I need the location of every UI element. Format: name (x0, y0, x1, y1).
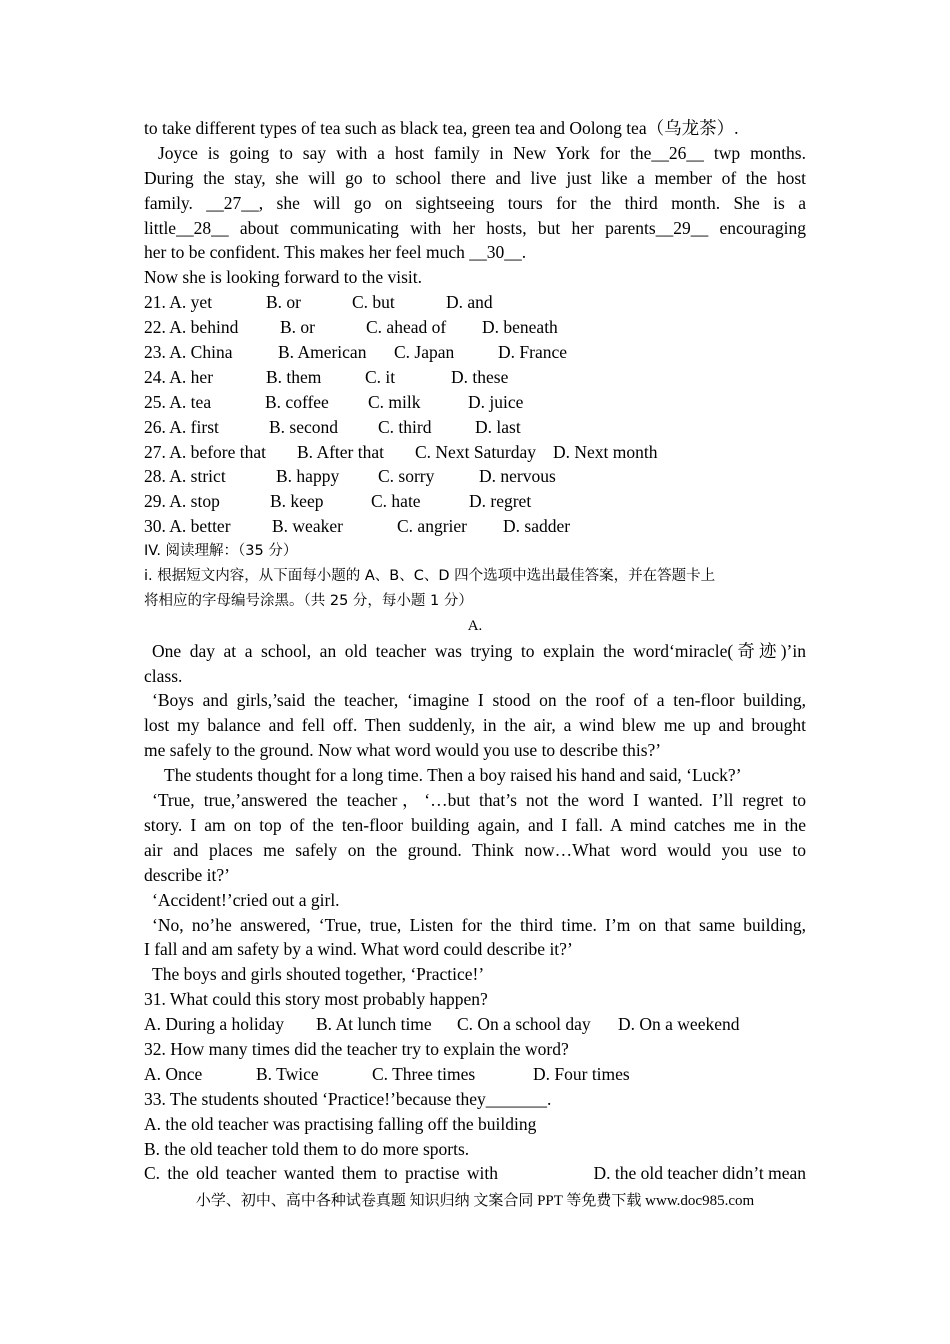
question-32-options (144, 1062, 806, 1087)
passage-label: A. (467, 617, 483, 634)
question-number: 24. (144, 366, 166, 387)
question-32: 32. How many times did the teacher try to explain the word? (144, 1038, 569, 1059)
option-c: C. the old teacher wanted them to practise with (144, 1163, 498, 1184)
cloze-question-21 (144, 290, 806, 315)
cloze-question-24 (144, 365, 806, 390)
question-number: 30. (144, 516, 166, 537)
section-instruction: 将相应的字母编号涂黑。（共 25 分，每小题 1 分） (144, 592, 473, 609)
passage-a-line: ‘Accident!’cried out a girl. (152, 889, 340, 910)
option-c: C. ahead of (366, 317, 447, 338)
passage-a-line: ‘No, no’he answered, ‘True, true, Listen for the third time. I’m on that same building, (152, 914, 806, 935)
option-a-text: A. her (169, 366, 214, 387)
option-b: B. Twice (256, 1063, 319, 1084)
question-33-option-a: A. the old teacher was practising falling off the building (144, 1113, 537, 1134)
option-a (144, 340, 278, 365)
option-a-text: A. better (169, 516, 231, 537)
cloze-question-29 (144, 489, 806, 514)
option-d: D. last (475, 416, 521, 437)
option-a (144, 315, 280, 340)
question-number: 29. (144, 491, 166, 512)
option-c: C. but (352, 292, 395, 313)
option-a (144, 440, 297, 465)
question-33-options-cd (144, 1161, 806, 1186)
option-a (144, 514, 272, 539)
option-a (144, 489, 270, 514)
option-a-text: A. behind (169, 317, 239, 338)
option-d: D. Next month (553, 441, 658, 462)
cloze-question-30 (144, 514, 806, 539)
passage-a-line: story. I am on top of the ten-floor building again, and I fall. A mind catches me in the (144, 814, 806, 835)
option-c: C. angrier (397, 516, 467, 537)
option-d: D. nervous (479, 466, 556, 487)
option-a (144, 365, 266, 390)
option-b: B. second (269, 416, 339, 437)
passage-a-line: class. (144, 665, 183, 686)
question-number: 26. (144, 416, 166, 437)
passage-line: Now she is looking forward to the visit. (144, 267, 423, 288)
option-b: B. American (278, 342, 367, 363)
option-a-text: A. China (169, 342, 233, 363)
question-number: 23. (144, 342, 166, 363)
passage-a-line: me safely to the ground. Now what word would you use to describe this?’ (144, 740, 662, 761)
option-d: D. France (498, 342, 568, 363)
option-a-text: A. strict (169, 466, 226, 487)
question-number: 21. (144, 292, 166, 313)
passage-a-line: lost my balance and fell off. Then suddenly, in the air, a wind blew me up and brought (144, 715, 806, 736)
option-a: A. Once (144, 1063, 203, 1084)
passage-line: Joyce is going to say with a host family in New York for the__26__ twp months. (158, 142, 806, 163)
option-d: D. regret (469, 491, 532, 512)
option-a-text: A. first (169, 416, 219, 437)
section-instruction: i. 根据短文内容，从下面每小题的 A、B、C、D 四个选项中选出最佳答案，并在答题卡上 (144, 568, 716, 585)
option-c: C. On a school day (457, 1014, 591, 1035)
cloze-question-26 (144, 415, 806, 440)
question-33: 33. The students shouted ‘Practice!’because they_______. (144, 1088, 552, 1109)
question-number: 22. (144, 317, 166, 338)
cloze-question-22 (144, 315, 806, 340)
cloze-question-28 (144, 464, 806, 489)
passage-line: her to be confident. This makes her feel much __30__. (144, 242, 527, 263)
option-c: C. hate (371, 491, 421, 512)
option-a (144, 464, 276, 489)
option-c: C. sorry (378, 466, 435, 487)
option-b: B. or (266, 292, 301, 313)
option-c: C. it (365, 366, 396, 387)
option-d: D. juice (468, 391, 524, 412)
option-d: D. and (446, 292, 493, 313)
passage-a-line: ‘True, true,’answered the teacher，‘…but that’s not the word I wanted. I’ll regret to (152, 790, 806, 811)
option-c: C. Three times (372, 1063, 476, 1084)
passage-a-line: air and places me safely on the ground. Think now…What word would you use to (144, 839, 806, 860)
option-d: D. On a weekend (618, 1014, 740, 1035)
cloze-question-25 (144, 390, 806, 415)
passage-a-line: I fall and am safety by a wind. What word could describe it?’ (144, 939, 573, 960)
cloze-question-27 (144, 440, 806, 465)
option-b: B. At lunch time (316, 1014, 432, 1035)
option-a (144, 415, 269, 440)
question-number: 25. (144, 391, 166, 412)
passage-a-line: ‘Boys and girls,’said the teacher, ‘imagine I stood on the roof of a ten-floor building, (152, 690, 806, 711)
passage-line: family. __27__, she will go on sightseeing tours for the third month. She is a (144, 192, 806, 213)
option-d: D. sadder (503, 516, 571, 537)
option-a-text: A. yet (169, 292, 213, 313)
question-33-option-b: B. the old teacher told them to do more sports. (144, 1138, 470, 1159)
question-31-options (144, 1012, 806, 1037)
option-c: C. third (378, 416, 432, 437)
option-a (144, 390, 265, 415)
option-b: B. coffee (265, 391, 329, 412)
option-c: C. Japan (394, 342, 455, 363)
option-a-text: A. tea (169, 391, 212, 412)
question-31: 31. What could this story most probably happen? (144, 989, 488, 1010)
passage-line: little__28__ about communicating with her hosts, but her parents__29__ encouraging (144, 217, 806, 238)
option-a-text: A. before that (169, 441, 266, 462)
option-a (144, 290, 266, 315)
option-d: D. Four times (533, 1063, 630, 1084)
passage-a-line: The boys and girls shouted together, ‘Practice!’ (152, 964, 485, 985)
question-number: 28. (144, 466, 166, 487)
question-number: 27. (144, 441, 166, 462)
option-b: B. keep (270, 491, 324, 512)
passage-a-line: One day at a school, an old teacher was trying to explain the word‘miracle(奇迹)’in (152, 640, 806, 661)
option-a-text: A. stop (169, 491, 220, 512)
page-content (144, 116, 806, 1186)
page-footer: 小学、初中、高中各种试卷真题 知识归纳 文案合同 PPT 等免费下载 www.doc985.com (195, 1193, 755, 1209)
option-a: A. During a holiday (144, 1014, 284, 1035)
option-b: B. them (266, 366, 322, 387)
passage-line: to take different types of tea such as black tea, green tea and Oolong tea（乌龙茶）. (144, 118, 739, 138)
option-c: C. Next Saturday (415, 441, 537, 462)
cloze-question-23 (144, 340, 806, 365)
option-d: D. the old teacher didn’t mean (593, 1163, 806, 1184)
passage-line: During the stay, she will go to school there and live just like a member of the host (144, 167, 806, 188)
section-title: IV. 阅读理解：（35 分） (144, 543, 298, 560)
option-b: B. happy (276, 466, 340, 487)
passage-a-line: describe it?’ (144, 864, 230, 885)
option-d: D. these (451, 366, 509, 387)
option-c: C. milk (368, 391, 421, 412)
option-b: B. After that (297, 441, 384, 462)
option-d: D. beneath (482, 317, 558, 338)
passage-a-line: The students thought for a long time. Then a boy raised his hand and said, ‘Luck?’ (164, 765, 742, 786)
option-b: B. weaker (272, 516, 343, 537)
option-b: B. or (280, 317, 315, 338)
